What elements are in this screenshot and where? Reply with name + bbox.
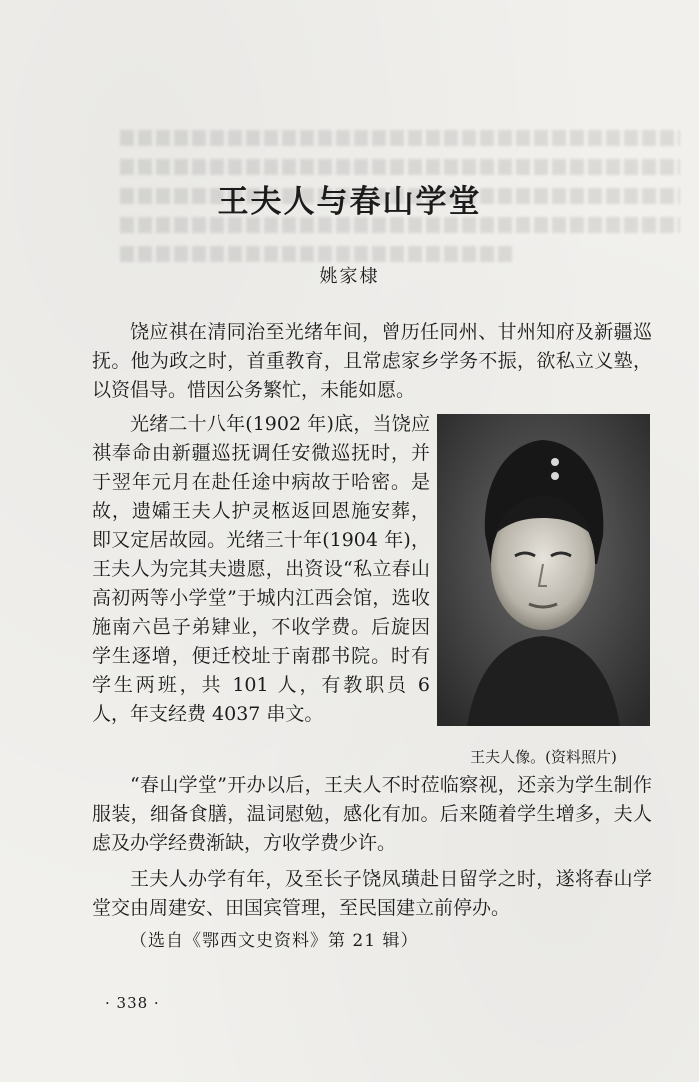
paragraph-1: 饶应祺在清同治至光绪年间，曾历任同州、甘州知府及新疆巡抚。他为政之时，首重教育，且常虑家乡学务不振，欲私立义塾，以资倡导。惜因公务繁忙，未能如愿。 [92,321,652,401]
paragraph-2: 光绪二十八年(1902 年)底，当饶应祺奉命由新疆巡抚调任安微巡抚时，并于翌年元月在赴任途中病故于哈密。是故，遗孀王夫人护灵柩返回恩施安葬，即又定居故园。光绪三十年(1904 年)，王夫人为完其夫遗愿，出资设“私立春山高初两等小学堂”于城内江西会馆，选收施南六邑子弟肄业，不收学费。后旋因学生逐增，便迁校址于南郡书院。时有学生两班，共 101 人，有教职员 6 人，年支经费 4037 串文。 [92,413,430,725]
article-title: 王夫人与春山学堂 [217,184,482,220]
paragraph-3: “春山学堂”开办以后，王夫人不时莅临察视，还亲为学生制作服装，细备食膳，温词慰勉，感化有加。后来随着学生增多，夫人虑及办学经费渐缺，方收学费少许。 [92,774,652,854]
paragraph-4: 王夫人办学有年，及至长子饶凤璜赴日留学之时，遂将春山学堂交由周建安、田国宾管理，至民国建立前停办。 [92,868,652,919]
source-note: （选自《鄂西文史资料》第 21 辑） [130,931,419,951]
article-author: 姚家棣 [319,266,380,287]
photo-caption: 王夫人像。(资料照片) [470,748,617,766]
page-number: · 338 · [105,994,160,1012]
portrait-photo [437,414,650,726]
